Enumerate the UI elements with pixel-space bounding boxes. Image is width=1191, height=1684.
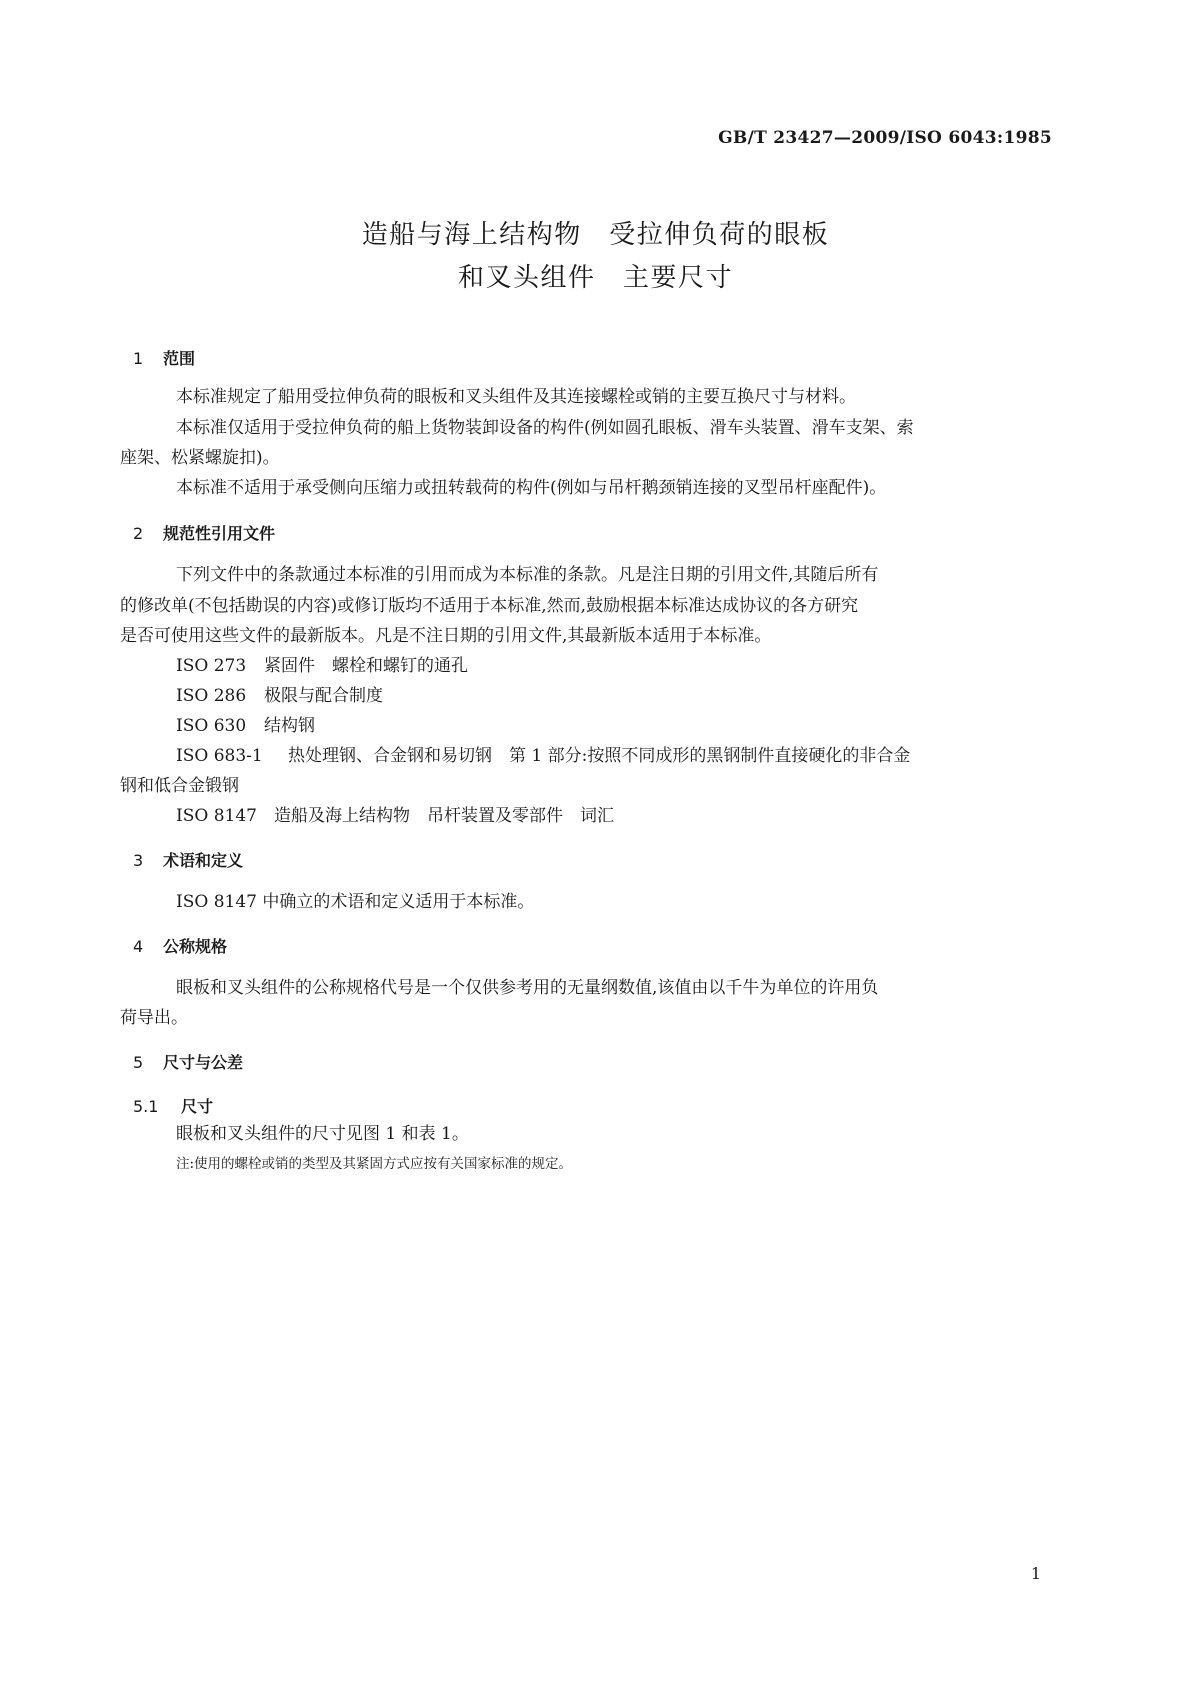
section-title: 尺寸与公差 xyxy=(163,1053,244,1072)
section-4-heading xyxy=(133,934,227,957)
reference-code: ISO 683-1 xyxy=(176,746,263,766)
reference-item xyxy=(176,801,614,831)
section-3-heading xyxy=(133,848,243,871)
subsection-5-1-heading xyxy=(133,1094,213,1117)
subsection-title: 尺寸 xyxy=(181,1097,214,1116)
section-title: 规范性引用文件 xyxy=(163,524,276,543)
note: 注:使用的螺栓或销的类型及其紧固方式应按有关国家标准的规定。 xyxy=(176,1156,573,1172)
section-number: 4 xyxy=(133,937,144,956)
paragraph: 眼板和叉头组件的尺寸见图 1 和表 1。 xyxy=(176,1124,469,1144)
reference-title: 结构钢 xyxy=(264,716,315,736)
standard-code: GB/T 23427—2009/ISO 6043:1985 xyxy=(718,128,1052,148)
page-number: 1 xyxy=(1030,1564,1041,1583)
paragraph: 本标准不适用于承受侧向压缩力或扭转载荷的构件(例如与吊杆鹅颈销连接的叉型吊杆座配件)。 xyxy=(176,478,887,498)
paragraph: 眼板和叉头组件的公称规格代号是一个仅供参考用的无量纲数值,该值由以千牛为单位的许用负 xyxy=(176,978,879,998)
reference-code: ISO 286 xyxy=(176,686,247,706)
document-title-line-2: 和叉头组件 主要尺寸 xyxy=(457,263,733,293)
reference-item xyxy=(176,651,468,681)
reference-item xyxy=(176,711,315,741)
reference-item xyxy=(176,741,910,771)
reference-item xyxy=(176,681,383,711)
paragraph: 本标准仅适用于受拉伸负荷的船上货物装卸设备的构件(例如圆孔眼板、滑车头装置、滑车支架、索 xyxy=(176,418,914,438)
reference-title: 造船及海上结构物 吊杆装置及零部件 词汇 xyxy=(274,806,614,826)
section-title: 公称规格 xyxy=(163,937,228,956)
document-title-line-1: 造船与海上结构物 受拉伸负荷的眼板 xyxy=(361,220,830,250)
reference-continuation: 钢和低合金锻钢 xyxy=(120,776,239,796)
section-number: 2 xyxy=(133,524,144,543)
section-2-heading xyxy=(133,521,275,544)
section-number: 1 xyxy=(133,349,144,368)
section-number: 3 xyxy=(133,851,144,870)
section-title: 术语和定义 xyxy=(163,851,244,870)
reference-code: ISO 8147 xyxy=(176,806,257,826)
reference-code: ISO 273 xyxy=(176,656,247,676)
paragraph: 本标准规定了船用受拉伸负荷的眼板和叉头组件及其连接螺栓或销的主要互换尺寸与材料。 xyxy=(176,387,856,407)
paragraph-continuation: 荷导出。 xyxy=(120,1008,188,1028)
reference-title: 极限与配合制度 xyxy=(264,686,383,706)
reference-title: 热处理钢、合金钢和易切钢 第 1 部分:按照不同成形的黑钢制件直接硬化的非合金 xyxy=(288,746,911,766)
paragraph-continuation: 的修改单(不包括勘误的内容)或修订版均不适用于本标准,然而,鼓励根据本标准达成协议的各方研究 xyxy=(120,596,859,616)
paragraph-continuation: 是否可使用这些文件的最新版本。凡是不注日期的引用文件,其最新版本适用于本标准。 xyxy=(120,626,772,646)
reference-title: 紧固件 螺栓和螺钉的通孔 xyxy=(264,656,468,676)
subsection-number: 5.1 xyxy=(133,1097,159,1116)
section-1-heading xyxy=(133,346,195,369)
section-5-heading xyxy=(133,1050,243,1073)
reference-code: ISO 630 xyxy=(176,716,247,736)
section-number: 5 xyxy=(133,1053,144,1072)
paragraph: 下列文件中的条款通过本标准的引用而成为本标准的条款。凡是注日期的引用文件,其随后所有 xyxy=(176,565,879,585)
paragraph: ISO 8147 中确立的术语和定义适用于本标准。 xyxy=(176,892,535,912)
section-title: 范围 xyxy=(163,349,196,368)
paragraph-continuation: 座架、松紧螺旋扣)。 xyxy=(120,448,280,468)
